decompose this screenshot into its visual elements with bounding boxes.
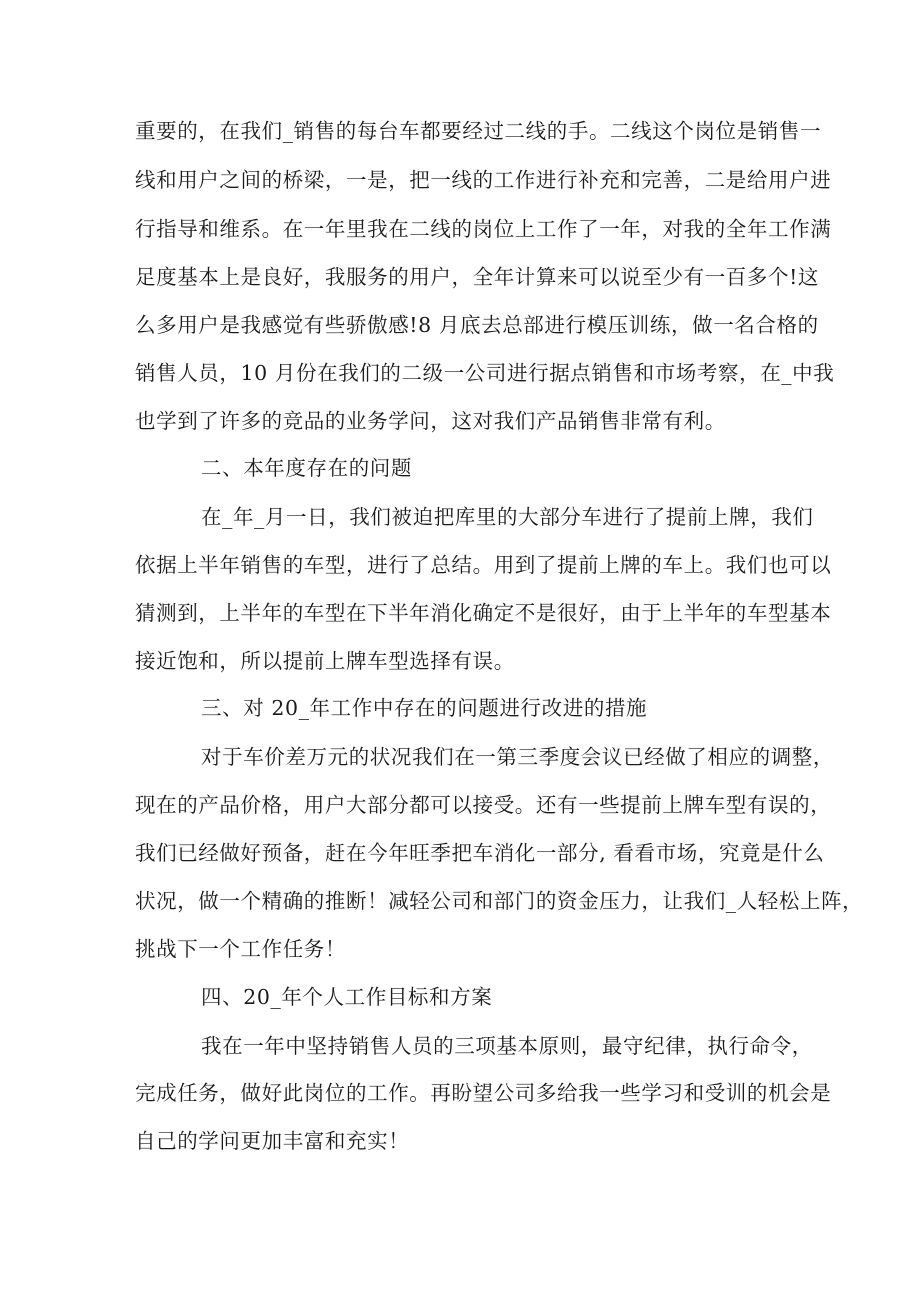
paragraph-3-line-3: 我们已经做好预备，赶在今年旺季把车消化一部分, 看看市场，究竟是什么 <box>135 841 825 865</box>
paragraph-1-line-4: 足度基本上是良好，我服务的用户，全年计算来可以说至少有一百多个!这 <box>135 265 820 289</box>
section-heading-3: 三、对 20_年工作中存在的问题进行改进的措施 <box>201 696 648 720</box>
paragraph-4-line-3: 自己的学问更加丰富和充实！ <box>135 1129 410 1153</box>
paragraph-3-line-1: 对于车价差万元的状况我们在一第三季度会议已经做了相应的调整， <box>201 745 834 769</box>
paragraph-4-line-1: 我在一年中坚持销售人员的三项基本原则，最守纪律，执行命令， <box>201 1034 813 1058</box>
paragraph-1-line-6: 销售人员，10 月份在我们的二级一公司进行据点销售和市场考察，在_中我 <box>135 361 835 385</box>
paragraph-1-line-2: 线和用户之间的桥梁，一是，把一线的工作进行补充和完善，二是给用户进 <box>135 168 832 192</box>
paragraph-4-line-2: 完成任务，做好此岗位的工作。再盼望公司多给我一些学习和受训的机会是 <box>135 1081 832 1105</box>
paragraph-2-line-4: 接近饱和，所以提前上牌车型选择有误。 <box>135 649 515 673</box>
paragraph-3-line-4: 状况，做一个精确的推断！减轻公司和部门的资金压力，让我们_人轻松上阵， <box>135 889 864 913</box>
paragraph-1-line-3: 行指导和维系。在一年里我在二线的岗位上工作了一年，对我的全年工作满 <box>135 217 832 241</box>
paragraph-3-line-5: 挑战下一个工作任务！ <box>135 937 346 961</box>
paragraph-2-line-3: 猜测到，上半年的车型在下半年消化确定不是很好，由于上半年的车型基本 <box>135 601 832 625</box>
paragraph-1-line-1: 重要的，在我们_销售的每台车都要经过二线的手。二线这个岗位是销售一 <box>135 119 822 143</box>
section-heading-2: 二、本年度存在的问题 <box>201 456 412 480</box>
paragraph-2-line-2: 依据上半年销售的车型，进行了总结。用到了提前上牌的车上。我们也可以 <box>135 553 832 577</box>
paragraph-1-line-7: 也学到了许多的竞品的业务学问，这对我们产品销售非常有利。 <box>135 409 726 433</box>
paragraph-3-line-2: 现在的产品价格，用户大部分都可以接受。还有一些提前上牌车型有误的， <box>135 793 832 817</box>
paragraph-2-line-1: 在_年_月一日，我们被迫把库里的大部分车进行了提前上牌，我们 <box>201 505 814 529</box>
section-heading-4: 四、20_年个人工作目标和方案 <box>201 985 493 1009</box>
paragraph-1-line-5: 么多用户是我感觉有些骄傲感!8 月底去总部进行模压训练，做一名合格的 <box>135 313 819 337</box>
